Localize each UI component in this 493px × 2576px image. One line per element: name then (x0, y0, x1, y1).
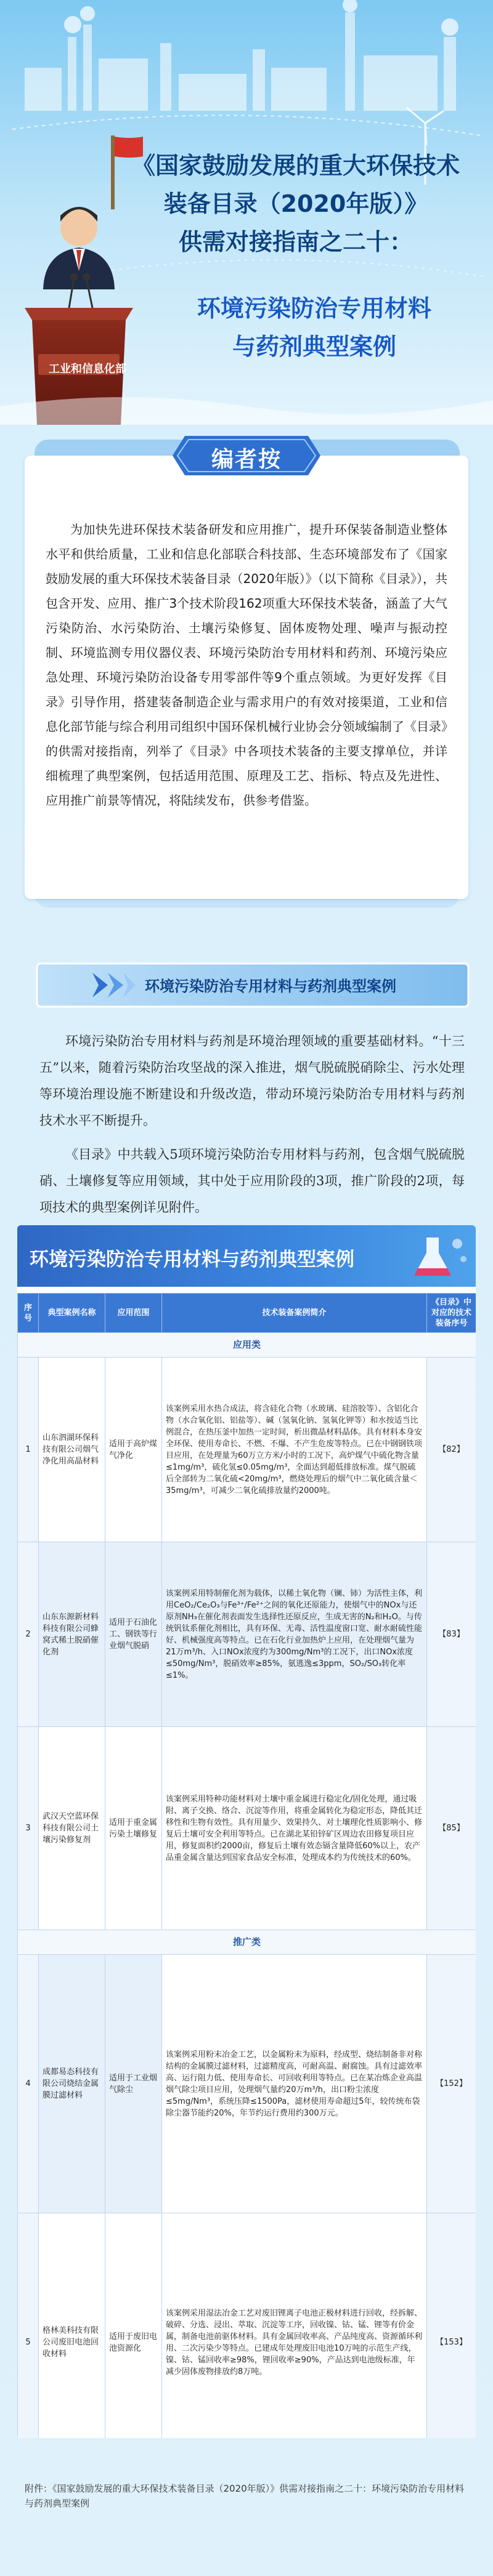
title-line: 《国家鼓励发展的重大环保技术 (131, 152, 460, 179)
editor-note-text: 为加快先进环保技术装备研发和应用推广，提升环保装备制造业整体水平和供给质量，工业和信息化部联合科技部、生态环境部发布了《国家鼓励发展的重大环保技术装备目录（2020年版）》（以下简称《目录》），共包含开发、应用、推广3个技术阶段162项重大环保技术装备，涵盖了大气污染防治、水污染防治、土壤污染修复、固体废物处理、噪声与振动控制、环境监测专用仪器仪表、环境污染防治专用材料和药剂、环境污染应急处理、环境污染防治设备专用零部件等9个重点领域。为更好发挥《目录》引导作用，搭建装备制造企业与需求用户的有效对接渠道，工业和信息化部节能与综合利用司组织中国环保机械行业协会分领域编制了《目录》的供需对接指南，列举了《目录》中各项技术装备的主要支撑单位，并详细梳理了典型案例，包括适用范围、原理及工艺、指标、特点及先进性、应用推广前景等情况，将陆续发布，供参考借鉴。 (46, 522, 447, 808)
editor-note-label: 编者按 (211, 447, 282, 472)
category-label: 应用类 (18, 1333, 476, 1358)
row-index: 1 (18, 1358, 39, 1542)
title-line: 供需对接指南之二十： (178, 228, 413, 256)
table-title-banner (17, 1225, 476, 1287)
section-title: 环境污染防治专用材料与药剂典型案例 (145, 978, 396, 995)
row-catalog-ref: 【85】 (427, 1727, 476, 1930)
flask-icon (352, 1225, 476, 1287)
row-case-name: 武汉天空蓝环保科技有限公司土壤污染修复剂 (39, 1727, 105, 1930)
table-row (18, 1955, 476, 2213)
table-header-row (18, 1294, 476, 1333)
intro-paragraph: 《目录》中共载入5项环境污染防治专用材料与药剂，包含烟气脱硫脱硝、土壤修复等应用领域，其中处于应用阶段的3项，推广阶段的2项，每项技术的典型案例详见附件。 (39, 1147, 465, 1215)
page-subtitle (142, 289, 487, 366)
table-row (18, 1542, 476, 1727)
row-index: 3 (18, 1727, 39, 1930)
title-line: 装备目录（2020年版）》 (163, 190, 428, 217)
subtitle-line: 与药剂典型案例 (232, 333, 396, 360)
row-catalog-ref: 【152】 (427, 1955, 476, 2213)
case-table (17, 1293, 476, 2438)
case-table-card (17, 1225, 476, 2438)
row-scope: 适用于石油化工、钢铁等行业烟气脱硝 (105, 1542, 162, 1727)
row-description: 该案例采用湿法冶金工艺对废旧锂离子电池正极材料进行回收，经拆解、破碎、分选、浸出、萃取、沉淀等工序，回收镍、钴、锰、锂等有价金属，制备电池前驱体材料。具有金属回收率高、产品纯度高、资源循环利用、二次污染少等特点。已建成年处理废旧电池10万吨的示范生产线，镍、钴、锰回收率≥98%，锂回收率≥90%，产品达到电池级标准，年减少固体废物排放约8万吨。 (162, 2213, 427, 2439)
editor-note-section (18, 431, 475, 911)
row-case-name: 山东泗湖环保科技有限公司烟气净化用高晶材料 (39, 1358, 105, 1542)
category-row (18, 1930, 476, 1955)
header-catalog-ref: 《目录》中对应的技术装备序号 (427, 1294, 476, 1333)
editor-note-card (25, 456, 468, 899)
row-catalog-ref: 【83】 (427, 1542, 476, 1727)
category-row (18, 1333, 476, 1358)
row-scope: 适用于高炉煤气净化 (105, 1358, 162, 1542)
podium-label: 工业和信息化部 (49, 363, 126, 376)
row-case-name: 山东东源新材料科技有限公司蜂窝式稀土脱硝催化剂 (39, 1542, 105, 1727)
hero-banner (0, 0, 493, 425)
header-index: 序号 (18, 1294, 39, 1333)
subtitle-line: 环境污染防治专用材料 (197, 295, 431, 322)
row-catalog-ref: 【153】 (427, 2213, 476, 2439)
table-row (18, 1358, 476, 1542)
category-label: 推广类 (18, 1930, 476, 1955)
row-catalog-ref: 【82】 (427, 1358, 476, 1542)
row-description: 该案例采用水热合成法，将含硅化合物（水玻璃、硅溶胶等）、含铝化合物（水合氧化铝、铝盐等）、碱（氢氧化钠、氢氧化钾等）和水按适当比例混合，在热压釜中加热一定时间，析出微晶材料晶体。具有材料本身安全环保、使用寿命长、不燃、不爆、不产生危废等特点。已在中钢钢铁项目应用，在处理量为60万立方米/小时的工况下，高炉煤气中硫化物含量≤1mg/m³，硫化氢≤0.05mg/m³，全面达到超低排放标准。煤气脱硫后全部转为二氧化硫<20mg/m³，燃烧处理后的烟气中二氧化硫含量＜35mg/m³，可减少二氧化硫排放量约2000吨。 (162, 1358, 427, 1542)
row-description: 该案例采用粉末冶金工艺，以金属粉末为原料，经成型、烧结制备非对称结构的金属膜过滤材料，过滤精度高，可耐高温、耐腐蚀。具有过滤效率高、运行阻力低、使用寿命长、可回收利用等特点。已在某冶炼企业高温烟气除尘项目应用，处理烟气量约20万m³/h，出口粉尘浓度≤5mg/Nm³，系统压降≤1500Pa，滤材使用寿命超过5年，较传统布袋除尘器节能约20%，年节约运行费用约300万元。 (162, 1955, 427, 2213)
row-scope: 适用于重金属污染土壤修复 (105, 1727, 162, 1930)
row-index: 4 (18, 1955, 39, 2213)
attachment-caption: 附件：《国家鼓励发展的重大环保技术装备目录（2020年版）》供需对接指南之二十：环境污染防治专用材料与药剂典型案例 (25, 2483, 465, 2509)
page-title (105, 147, 487, 261)
row-description: 该案例采用特制催化剂为载体，以稀土氧化物（镧、铈）为活性主体，利用CeO₂/Ce₂O₃与Fe³⁺/Fe²⁺之间的氧化还原能力，使烟气中的NOx与还原剂NH₃在催化剂表面发生选择性还原反应，生成无害的N₂和H₂O。与传统钒钛系催化剂相比，具有环保、无毒、活性温度窗口宽、耐水耐硫性能好、机械强度高等特点。已在石化行业加热炉上应用，在处理烟气量为21万m³/h、入口NOx浓度约为300mg/Nm³的工况下，出口NOx浓度≤50mg/Nm³，脱硝效率≥85%，氨逃逸≤3ppm，SO₂/SO₃转化率≤1%。 (162, 1542, 427, 1727)
table-title: 环境污染防治专用材料与药剂典型案例 (30, 1249, 354, 1271)
section-banner (0, 948, 493, 1022)
row-case-name: 格林美科技有限公司废旧电池回收材料 (39, 2213, 105, 2439)
row-index: 2 (18, 1542, 39, 1727)
table-row (18, 1727, 476, 1930)
section-intro (39, 1028, 465, 1228)
row-case-name: 成都易态科技有限公司烧结金属膜过滤材料 (39, 1955, 105, 2213)
header-case-name: 典型案例名称 (39, 1294, 105, 1333)
intro-paragraph: 环境污染防治专用材料与药剂是环境治理领域的重要基础材料。“十三五”以来，随着污染防治攻坚战的深入推进，烟气脱硫脱硝除尘、污水处理等环境治理设施不断建设和升级改造，带动环境污染防治专用材料与药剂技术水平不断提升。 (39, 1034, 465, 1128)
row-scope: 适用于废旧电池资源化 (105, 2213, 162, 2439)
row-scope: 适用于工业烟气除尘 (105, 1955, 162, 2213)
editor-note-badge (173, 431, 320, 480)
row-index: 5 (18, 2213, 39, 2439)
header-description: 技术装备案例简介 (162, 1294, 427, 1333)
row-description: 该案例采用特种功能材料对土壤中重金属进行稳定化/固化处理，通过吸附、离子交换、络合、沉淀等作用，将重金属转化为稳定形态，降低其迁移性和生物有效性。具有用量少、效果持久、对土壤理化性质影响小、修复后土壤可安全利用等特点。已在湖北某铅锌矿区周边农田修复项目应用，修复面积约2000亩，修复后土壤有效态镉含量降低60%以上，农产品重金属含量达到国家食品安全标准，处理成本约为传统技术的60%。 (162, 1727, 427, 1930)
header-scope: 应用范围 (105, 1294, 162, 1333)
table-row (18, 2213, 476, 2439)
